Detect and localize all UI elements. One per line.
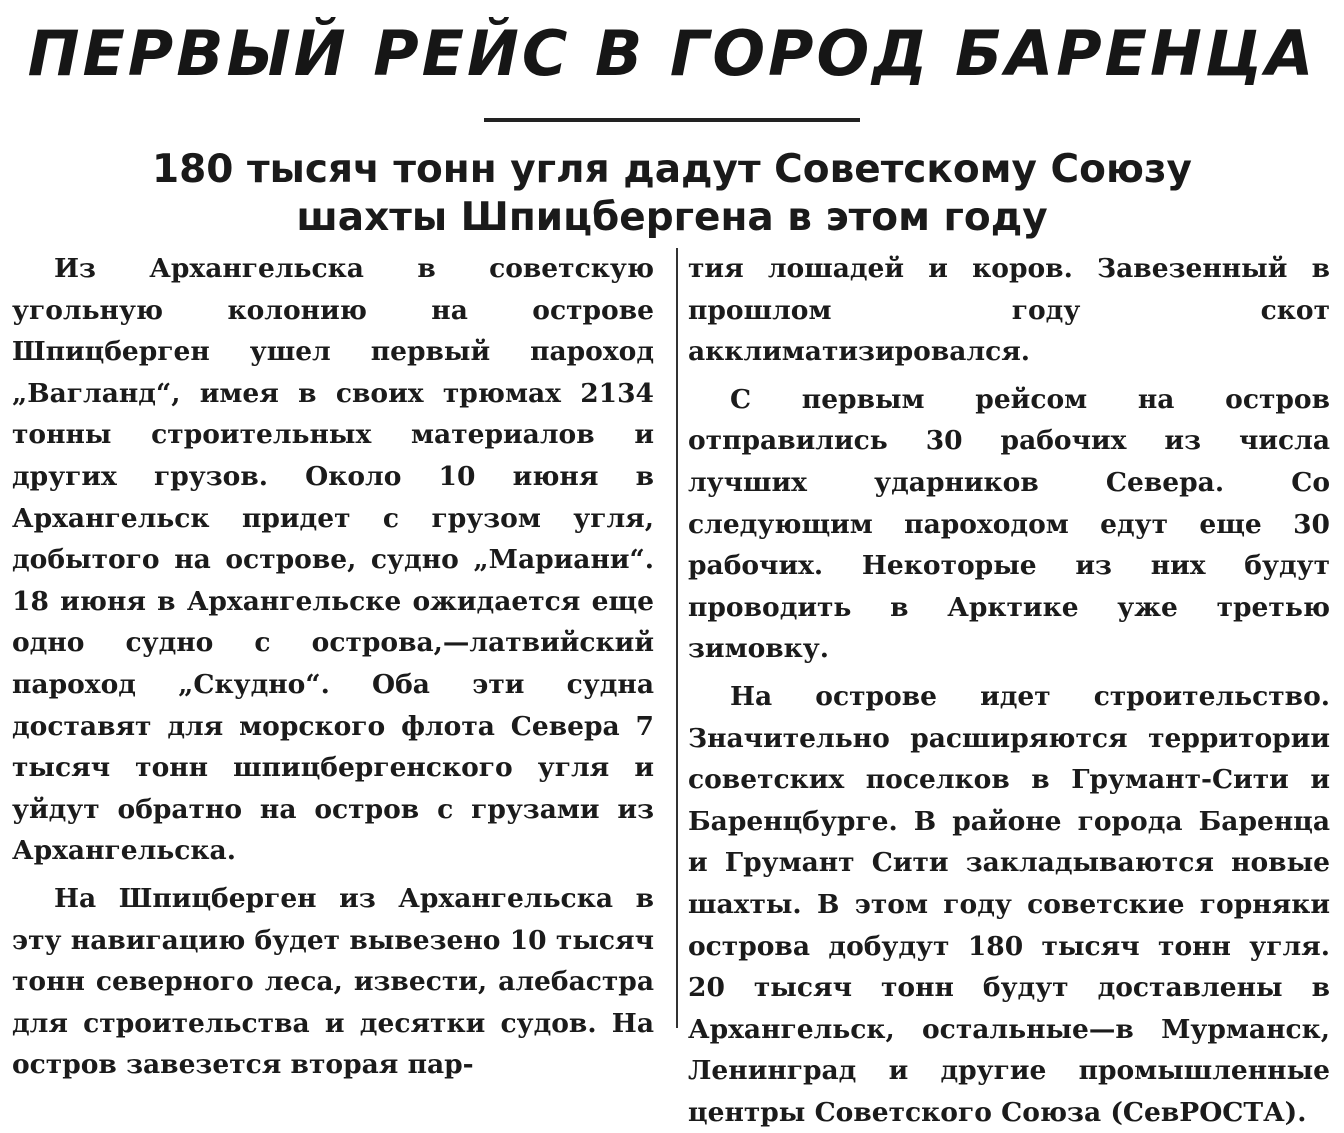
paragraph-text: На острове идет строительство. Значительно расширяются территории советских поселков в Грумант-Сити и Баренцбурге. В районе города Баренца и Грумант Сити закладываются новые шахты. В этом году советские горняки острова добудут 180 тысяч тонн угля. 20 тысяч тонн будут доставлены в Архангельск, остальные—в Мурманск, Ленинград и другие промышленные центры Советского Союза (СевРОСТА). — [688, 680, 1330, 1128]
paragraph-text: С первым рейсом на остров отправились 30 рабочих из числа лучших ударников Севера. Со следующим пароходом едут еще 30 рабочих. Некоторые из них будут проводить в Арктике уже третью зимовку. — [688, 383, 1330, 665]
article-headline: ПЕРВЫЙ РЕЙС В ГОРОД БАРЕНЦА — [27, 17, 1317, 90]
article-body — [12, 248, 1334, 1128]
paragraph-text: На Шпицберген из Архангельска в эту навигацию будет вывезено 10 тысяч тонн северного леса, извести, алебастра для строительства и десятки судов. На остров завезется вторая пар- — [12, 882, 654, 1081]
paragraph-text: тия лошадей и коров. Завезенный в прошлом году скот акклиматизировался. — [688, 253, 1330, 368]
paragraph — [688, 379, 1330, 670]
paragraph-text: Из Архангельска в советскую угольную колонию на острове Шпицберген ушел первый пароход „Вагланд“, имея в своих трюмах 2134 тонны строительных материалов и других грузов. Около 10 июня в Архангельск придет с грузом угля, добытого на острове, судно „Мариани“. 18 июня в Архангельске ожидается еще одно судно с острова,—латвийский пароход „Скудно“. Оба эти судна доставят для морского флота Севера 7 тысяч тонн шпицбергенского угля и уйдут обратно на остров с грузами из Архангельска. — [12, 253, 654, 867]
subheadline-line-2: шахты Шпицбергена в этом году — [296, 195, 1048, 240]
paragraph — [12, 878, 654, 1086]
right-column — [688, 248, 1330, 1133]
article-subheadline — [10, 146, 1334, 242]
left-column — [12, 248, 654, 1086]
paragraph — [688, 248, 1330, 373]
paragraph — [12, 248, 654, 872]
subheadline-line-1: 180 тысяч тонн угля дадут Советскому Союзу — [152, 147, 1192, 192]
column-divider — [676, 248, 678, 1028]
paragraph — [688, 676, 1330, 1133]
headline-divider — [484, 118, 860, 122]
